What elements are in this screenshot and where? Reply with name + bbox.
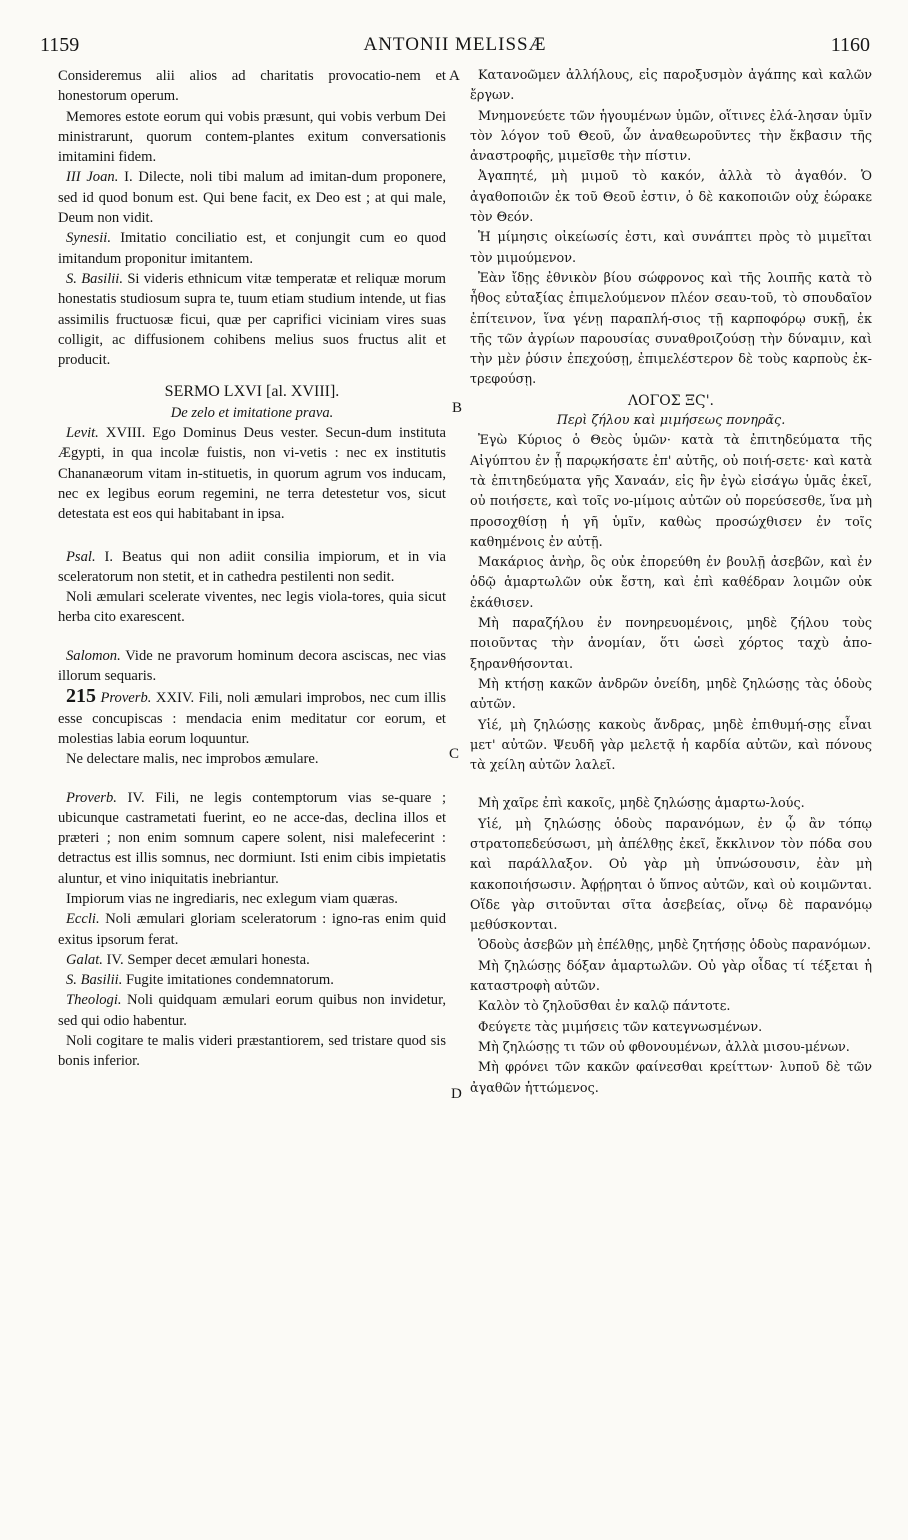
running-title: ANTONII MELISSÆ xyxy=(363,34,547,55)
margin-marker-d: D xyxy=(451,1086,462,1102)
greek-paragraph: Μὴ χαῖρε ἐπὶ κακοῖς, μηδὲ ζηλώσῃς ἁμαρτω-λούς. xyxy=(478,796,805,812)
latin-paragraph xyxy=(58,167,446,228)
latin-paragraph xyxy=(58,547,446,588)
latin-column xyxy=(58,66,446,1072)
greek-paragraph: Μνημονεύετε τῶν ἡγουμένων ὑμῶν, οἵτινες ἐλά-λησαν ὑμῖν τὸν λόγον τοῦ Θεοῦ, ὧν ἀναθεωροῦντες τὴν ἔκβασιν τῆς ἀναστροφῆς, μιμεῖσθε τὴν πίστιν. xyxy=(470,108,872,165)
greek-paragraph: Ἡ μίμησις οἰκείωσίς ἐστι, καὶ συνάπτει πρὸς τὸ μιμεῖται τὸν μιμούμενον. xyxy=(470,230,872,266)
greek-paragraph: Υἱέ, μὴ ζηλώσῃς ὁδοὺς παρανόμων, ἐν ᾧ ἂν τόπῳ στρατοπεδεύσωσι, μὴ ἀπέλθῃς ἐκεῖ, ἔκκλινον τὸν πόδα σου καὶ παράλλαξον. Οὐ γὰρ μὴ ὑπνώσουσιν, ἐὰν μὴ κακοποιήσωσιν. Ἀφῄρηται ὁ ὕπνος αὐτῶν, καὶ οὐ κοιμῶνται. Οἵδε γὰρ σιτοῦνται σῖτα ἀσεβείας, οἴνῳ δὲ παρανόμῳ μεθύσκονται. xyxy=(470,816,872,934)
latin-paragraph: Noli cogitare te malis videri præstantiorem, sed tristare quod sis bonis inferior. xyxy=(58,1033,446,1070)
latin-paragraph xyxy=(58,686,446,749)
greek-paragraph: Ὁδοὺς ἀσεβῶν μὴ ἐπέλθῃς, μηδὲ ζητήσῃς ὁδοὺς παρανόμων. xyxy=(478,938,871,954)
latin-paragraph xyxy=(58,269,446,370)
latin-paragraph xyxy=(58,990,446,1031)
source-reference: Levit. xyxy=(66,425,99,442)
source-reference: III Joan. xyxy=(66,169,119,186)
greek-column xyxy=(470,66,872,1099)
latin-text: I. Beatus qui non adiit consilia impiorum, et in via sceleratorum non stetit, et in cathedra pestilenti non sedit. xyxy=(58,548,446,585)
greek-paragraph: Μὴ ζηλώσῃς δόξαν ἁμαρτωλῶν. Οὐ γὰρ οἶδας τί τέξεται ἡ καταστροφὴ αὐτῶν. xyxy=(470,958,872,995)
latin-paragraph xyxy=(58,788,446,889)
logos-heading: ΛΟΓΟΣ ΞϚ'. xyxy=(628,392,714,409)
latin-paragraph xyxy=(58,228,446,269)
source-reference: Theologi. xyxy=(66,992,122,1009)
latin-text: Imitatio conciliatio est, et conjungit cum eo quod imitandum proponitur imitantem. xyxy=(58,230,446,267)
greek-paragraph: Μὴ φρόνει τῶν κακῶν φαίνεσθαι κρείττων· λυποῦ δὲ τῶν ἀγαθῶν ἡττώμενος. xyxy=(470,1060,872,1096)
greek-paragraph: Μὴ παραζήλου ἐν πονηρευομένοις, μηδὲ ζήλου τοὺς ποιοῦντας τὴν ἀνομίαν, ὅτι ὡσεὶ χόρτος ταχὺ ἀπο-ξηρανθήσονται. xyxy=(470,616,872,672)
source-reference: Proverb. xyxy=(96,690,152,707)
greek-paragraph: Κατανοῶμεν ἀλλήλους, εἰς παροξυσμὸν ἀγάπης καὶ καλῶν ἔργων. xyxy=(470,68,872,104)
source-reference: Psal. xyxy=(66,548,96,565)
source-reference: Proverb. xyxy=(66,789,117,806)
margin-marker-a: A xyxy=(449,68,460,84)
page-number-left: 1159 xyxy=(40,34,80,56)
greek-paragraph: Ἐγὼ Κύριος ὁ Θεὸς ὑμῶν· κατὰ τὰ ἐπιτηδεύματα τῆς Αἰγύπτου ἐν ᾗ παρῳκήσατε ἐπ' αὐτῆς, οὐ ποιή-σετε· καὶ κατὰ τὰ ἐπιτηδεύματα γῆς Χαναάν, εἰς ἣν ἐγὼ εἰσάγω ὑμᾶς ἐκεῖ, οὐ ποιήσετε, καὶ τοῖς νο-μίμοις αὐτῶν οὐ πορεύσεσθε, ἵνα μὴ προσοχθίσῃ ἡ γῆ ὑμῖν, καθὼς προσώχθισεν ἐν τοῖς καθημένοις ἐν αὐτῇ. xyxy=(470,433,872,550)
latin-text: IV. Semper decet æmulari honesta. xyxy=(102,951,310,968)
page-number-right: 1160 xyxy=(830,34,870,56)
source-reference: Galat. xyxy=(66,951,103,968)
latin-paragraph xyxy=(58,646,446,687)
latin-paragraph: Consideremus alii alios ad charitatis provocatio-nem et honestorum operum. xyxy=(58,68,446,105)
greek-paragraph: Ἐὰν ἴδῃς ἐθνικὸν βίου σώφρονος καὶ τῆς λοιπῆς κατὰ τὸ ἦθος εὐταξίας ἐπιμελούμενον πλέον σεαυ-τοῦ, τὸ σπουδαῖον ἐπίτεινον, ἵνα γένῃ παραπλή-σιος τῇ καρποφόρῳ συκῇ, ἐκ τῆς τῶν ἀγρίων παρουσίας συναθροιζούσῃ τὴν δύναμιν, καὶ τὴν μὲν ῥύσιν ἐπεχούσῃ, ἐπιμελέστερον δὲ τοὺς καρποὺς ἐκ-τρεφούσῃ. xyxy=(470,270,872,388)
sermo-subtitle: De zelo et imitatione prava. xyxy=(170,404,334,421)
source-reference: S. Basilii. xyxy=(66,270,124,287)
latin-paragraph xyxy=(58,909,446,950)
latin-text: IV. Fili, ne legis contemptorum vias se-quare ; ubicunque castrametati fuerint, eo ne acce-das, declina illos et præteri ; non enim somnum capere solent, nisi malefecerint : detractus est illis somnus, nec dormiunt. Isti enim cibis impietatis aluntur, et vino iniquitatis inebriantur. xyxy=(58,789,446,887)
greek-paragraph: Μακάριος ἀνὴρ, ὃς οὐκ ἐπορεύθη ἐν βουλῇ ἀσεβῶν, καὶ ἐν ὁδῷ ἁμαρτωλῶν οὐκ ἔστη, καὶ ἐπὶ καθέδραν λοιμῶν οὐκ ἐκάθισεν. xyxy=(470,555,872,611)
margin-marker-c: C xyxy=(449,746,460,762)
margin-marker-b: B xyxy=(452,400,463,416)
latin-text: Noli quidquam æmulari eorum quibus non invidetur, sed qui odio habentur. xyxy=(58,992,446,1029)
latin-text: Vide ne pravorum hominum decora asciscas, nec vias illorum sequaris. xyxy=(58,647,446,685)
latin-text: Fugite imitationes condemnatorum. xyxy=(122,972,334,989)
source-reference: Salomon. xyxy=(66,647,121,664)
source-reference: Eccli. xyxy=(66,911,100,928)
sermo-heading: SERMO LXVI [al. XVIII]. xyxy=(164,383,340,401)
greek-paragraph: Καλὸν τὸ ζηλοῦσθαι ἐν καλῷ πάντοτε. xyxy=(478,999,731,1015)
greek-paragraph: Μὴ ζηλώσῃς τι τῶν οὐ φθονουμένων, ἀλλὰ μισου-μένων. xyxy=(478,1039,850,1055)
latin-text: XVIII. Ego Dominus Deus vester. Secun-dum instituta Ægypti, in qua incolæ fuistis, non vi-vetis : nec ex institutis Chananæorum vitam in-stituetis, in quorum agrum vos inducam, nec ex legibus eorum regemini, ne terra detestetur vos, sicut detestata est eos qui habitabant in ipsa. xyxy=(58,425,446,523)
source-reference: Synesii. xyxy=(66,230,111,247)
latin-text: XXIV. Fili, noli æmulari improbos, nec cum illis esse concupiscas : mendacia enim meditatur cor eorum, et molestias labia eorum loquuntur. xyxy=(58,690,447,747)
greek-paragraph: Μὴ κτήσῃ κακῶν ἀνδρῶν ὀνείδη, μηδὲ ζηλώσῃς τὰς ὁδοὺς αὐτῶν. xyxy=(470,676,872,713)
latin-paragraph: Impiorum vias ne ingrediaris, nec exlegum viam quæras. xyxy=(66,890,398,907)
latin-text: Si videris ethnicum vitæ temperatæ et reliquæ morum honestatis studiosum supra te, tuum etiam studium intende, ut fias assimilis fructuosæ ficui, quæ per caprifici viciniam vires suas colligit, ac diffusionem cohibens melius suos fructus alit et producit. xyxy=(58,270,446,369)
latin-text: I. Dilecte, noli tibi malum ad imitan-dum proponere, sed id quod bonum est. Qui bene facit, ex Deo est ; at qui male, Deum non vidit. xyxy=(58,169,446,227)
latin-text: Noli æmulari gloriam sceleratorum : igno-ras enim quid exitus ipsorum ferat. xyxy=(58,911,446,948)
greek-paragraph: Ἀγαπητέ, μὴ μιμοῦ τὸ κακόν, ἀλλὰ τὸ ἀγαθόν. Ὁ ἀγαθοποιῶν ἐκ τοῦ Θεοῦ ἐστιν, ὁ δὲ κακοποιῶν οὐχ ἑώρακε τὸν Θεόν. xyxy=(470,169,872,226)
greek-paragraph: Υἱέ, μὴ ζηλώσῃς κακοὺς ἄνδρας, μηδὲ ἐπιθυμή-σῃς εἶναι μετ' αὐτῶν. Ψευδῆ γὰρ μελετᾷ ἡ καρδία αὐτῶν, καὶ πόνους τὰ χείλη αὐτῶν λαλεῖ. xyxy=(470,717,872,774)
latin-paragraph xyxy=(58,423,446,524)
latin-paragraph xyxy=(58,950,446,970)
logos-subtitle: Περὶ ζήλου καὶ μιμήσεως πονηρᾶς. xyxy=(556,413,786,429)
latin-paragraph: Noli æmulari scelerate viventes, nec legis viola-tores, quia sicut herba cito exarescent. xyxy=(58,589,446,626)
source-reference: S. Basilii. xyxy=(66,972,123,989)
latin-paragraph: Ne delectare malis, nec improbos æmulare. xyxy=(66,751,319,768)
column-number: 215 xyxy=(66,685,96,708)
latin-paragraph: Memores estote eorum qui vobis præsunt, qui vobis verbum Dei ministrarunt, quorum contem-plantes exitum conversationis imitamini fidem. xyxy=(58,108,446,166)
page-header xyxy=(40,34,870,64)
greek-paragraph: Φεύγετε τὰς μιμήσεις τῶν κατεγνωσμένων. xyxy=(478,1019,763,1035)
latin-paragraph xyxy=(58,970,446,990)
